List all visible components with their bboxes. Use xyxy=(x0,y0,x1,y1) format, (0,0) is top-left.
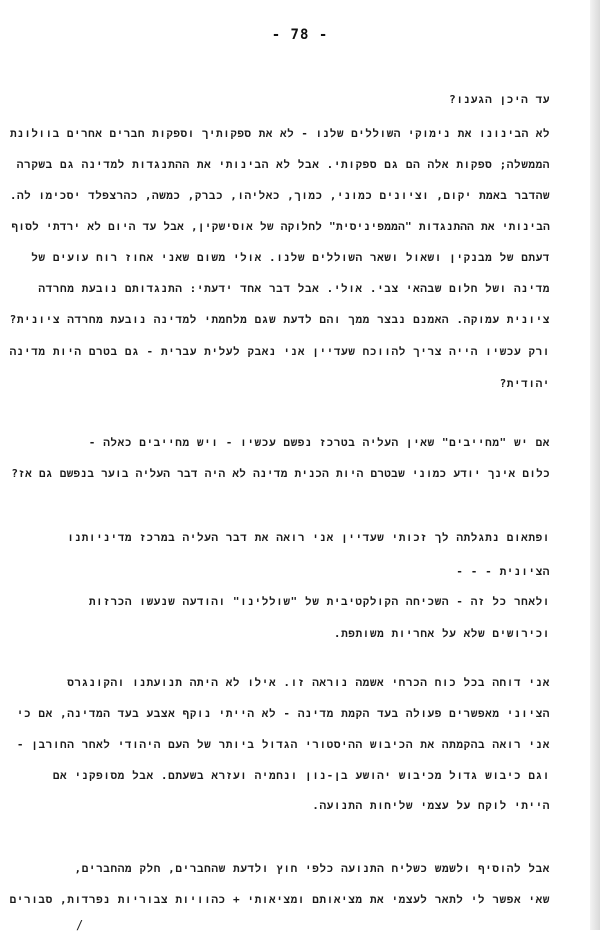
text-line: ולאחר כל זה - השכיחה הקולקטיבית של "שוללינו" והודעה שנעשו הכרזות xyxy=(88,595,550,608)
text-line: אני דוחה בכל כוח הכרחי אשמה נוראה זו. אילו לא היתה תנועתנו והקונגרס xyxy=(67,676,550,689)
text-line: אם יש "מחייבים" שאין העליה בטרכז נפשם עכשיו - ויש מחייבים כאלה - xyxy=(88,436,550,449)
text-line: אני רואה בהקמתה את הכיבוש ההיסטורי הגדול ביותר של העם היהודי לאחר החורבן - xyxy=(16,738,550,751)
heading-question: עד היכן הגענו? xyxy=(449,93,550,106)
text-line: שהדבר באמת יקום, וציונים כמוני, כמוך, כאליהו, כברק, כמשה, כהרצפלד יסכימו לה. xyxy=(9,189,550,202)
text-line: אבל להוסיף ולשמש כשליח התנועה כלפי חוץ ולדעת שהחברים, חלק מהחברים, xyxy=(74,862,550,875)
page-edge-shadow xyxy=(590,0,600,930)
text-line: לא הבינונו את נימוקי השוללים שלנו - לא את ספקותיך וספקות חברים אחרים בוולונת xyxy=(10,127,550,140)
text-line: הבינותי את ההתנגדות "הממפיניסית" לחלוקה של אוסישקין, אבל עד היום לא ירדתי לסוף xyxy=(11,220,550,233)
text-line: יהודית? xyxy=(499,377,550,390)
page-number: - 78 - xyxy=(271,27,329,43)
text-line: ופתאום נתגלתה לך זכותי שעדיין אני רואה את דבר העליה במרכז מדיניותנו xyxy=(67,531,550,544)
text-line: ורק עכשיו הייה צריך להווכח שעדיין אני נאבק לעלית עברית - גם בטרם היות מדינה xyxy=(9,345,550,358)
stray-mark: / xyxy=(76,918,84,932)
text-line: כלום אינך יודע כמוני שבטרם היות הכנית מדינה לא היה דבר העליה בוער בנפשם גם אז? xyxy=(11,467,550,480)
text-line: וכירושים שלא על אחריות משותפת. xyxy=(333,627,550,640)
text-line: דעתם של מבנקין ושאול ושאר השוללים שלנו. אולי משום שאני אחוז רוח עועים של xyxy=(31,251,550,264)
text-line: שאי אפשר לי לתאר לעצמי את מציאותם ומציאותי + כהוויות צבוריות נפרדות, סבורים xyxy=(9,893,550,906)
text-line: ציונית עמוקה. האמנם נבצר ממך והם לדעת שגם מלחמתי למדינה נובעת מחרדה ציונית? xyxy=(9,313,550,326)
text-line: הייתי לוקח על עצמי שליחות התנועה. xyxy=(312,799,550,812)
text-line: הציונית - - - xyxy=(456,565,550,578)
text-line: וגם כיבוש גדול מכיבוש יהושע בן-נון ונחמיה ועזרא בשעתם. אבל מסופקני אם xyxy=(52,769,550,782)
text-line: מדינה ושל חלום שבהאי צבי. אולי. אבל דבר אחד ידעתי: התנגדותם נובעת מחרדה xyxy=(38,282,550,295)
text-line: הממשלה; ספקות אלה הם גם ספקותי. אבל לא הבינותי את ההתנגדות למדינה גם בשקרה xyxy=(16,158,550,171)
text-line: הציוני מאפשרים פעולה בעד הקמת מדינה - לא הייתי נוקף אצבע בעד המדינה, אם כי xyxy=(16,707,550,720)
